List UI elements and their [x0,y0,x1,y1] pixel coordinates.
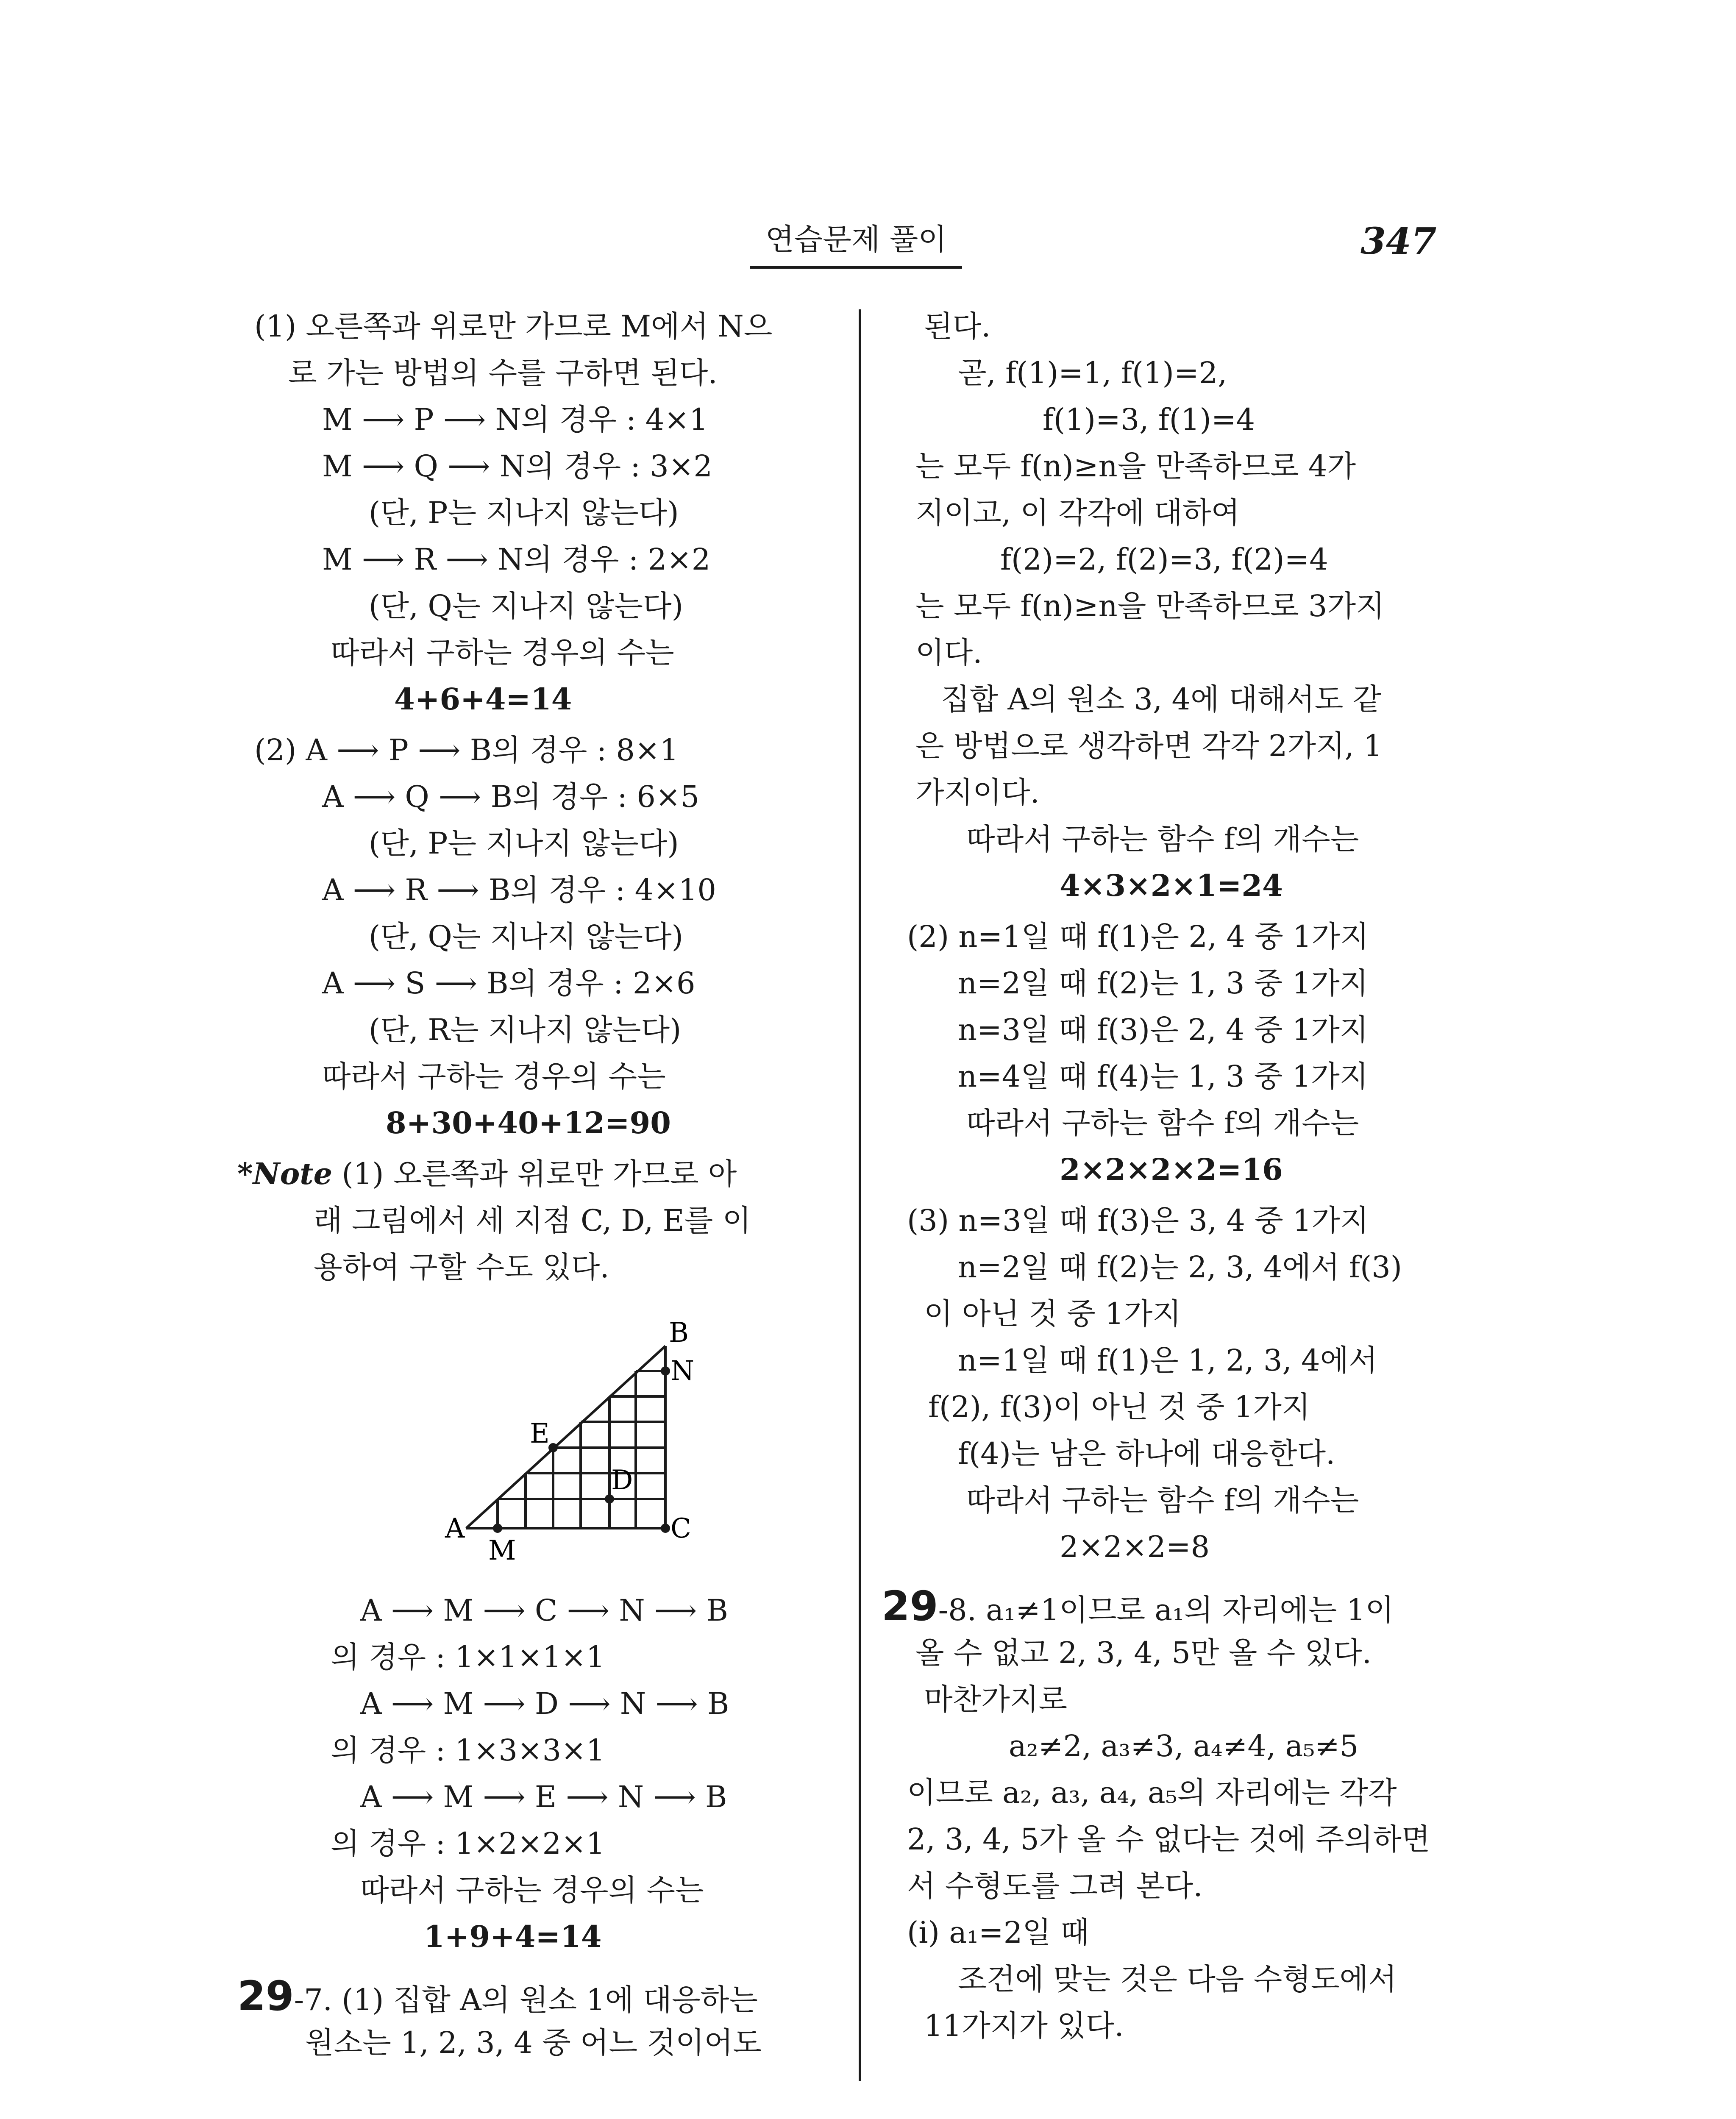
text-line: a₂≠2, a₃≠3, a₄≠4, a₅≠5 [1009,1729,1359,1763]
grid-path-figure [424,1305,729,1577]
text-line: 로 가는 방법의 수를 구하면 된다. [288,356,718,390]
text-line: 집합 A의 원소 3, 4에 대해서도 같 [941,682,1382,717]
text-line: (i) a₁=2일 때 [907,1915,1089,1950]
text-line: 의 경우 : 1×1×1×1 [331,1640,605,1674]
problem-suffix: -7. [294,1983,333,2017]
header-underline [750,266,962,269]
text-line: a₁≠1이므로 a₁의 자리에는 1이 [976,1593,1394,1627]
text-line: A ⟶ M ⟶ C ⟶ N ⟶ B [360,1593,728,1628]
text-line: M ⟶ P ⟶ N의 경우 : 4×1 [322,402,708,437]
text-line: 곧, f(1)=1, f(1)=2, [958,356,1227,390]
problem-29-8-heading [882,1582,1394,1631]
answer-line: 2×2×2=8 [1060,1529,1210,1564]
answer-line: 8+30+40+12=90 [386,1105,671,1140]
problem-29-7-heading [237,1972,758,2021]
text-line: 따라서 구하는 경우의 수는 [331,635,674,670]
text-line: (단, Q는 지나지 않는다) [369,589,683,623]
text-line: n=3일 때 f(3)은 2, 4 중 1가지 [958,1012,1369,1047]
text-line: n=2일 때 f(2)는 1, 3 중 1가지 [958,966,1369,1001]
text-line: 이다. [915,635,982,670]
text-line: 조건에 맞는 것은 다음 수형도에서 [958,1962,1397,1997]
text-line: 은 방법으로 생각하면 각각 2가지, 1 [915,729,1383,763]
text-line: 따라서 구하는 함수 f의 개수는 [966,822,1359,856]
text-line: A ⟶ Q ⟶ B의 경우 : 6×5 [322,779,700,814]
label-d: D [611,1465,633,1496]
column-divider [859,309,861,2081]
text-line: A ⟶ R ⟶ B의 경우 : 4×10 [322,873,716,907]
answer-line: 2×2×2×2=16 [1060,1152,1283,1187]
text-line: (2) n=1일 때 f(1)은 2, 4 중 1가지 [907,919,1369,954]
text-line: 가지이다. [915,775,1040,810]
text-line: 따라서 구하는 함수 f의 개수는 [966,1483,1359,1518]
text-line: A ⟶ M ⟶ E ⟶ N ⟶ B [360,1780,727,1814]
running-header: 연습문제 풀이 [765,222,947,257]
text-line: 된다. [924,309,991,344]
label-a: A [445,1513,465,1544]
text-line: f(2), f(3)이 아닌 것 중 1가지 [928,1390,1310,1424]
answer-line: 1+9+4=14 [424,1919,602,1954]
text-line: n=2일 때 f(2)는 2, 3, 4에서 f(3) [958,1250,1402,1285]
text-line: 따라서 구하는 함수 f의 개수는 [966,1106,1359,1140]
text-line: (단, Q는 지나지 않는다) [369,919,683,954]
text-line: 2, 3, 4, 5가 올 수 없다는 것에 주의하면 [907,1822,1430,1857]
problem-number: 29 [237,1972,294,2020]
text-line: 마찬가지로 [924,1682,1068,1717]
text-line: 의 경우 : 1×2×2×1 [331,1826,605,1861]
text-line: n=4일 때 f(4)는 1, 3 중 1가지 [958,1059,1369,1094]
text-line: 는 모두 f(n)≥n을 만족하므로 4가 [915,449,1356,484]
text-line: M ⟶ R ⟶ N의 경우 : 2×2 [322,542,711,577]
answer-line: 4×3×2×1=24 [1060,868,1283,903]
text-line: n=1일 때 f(1)은 1, 2, 3, 4에서 [958,1343,1377,1378]
label-m: M [488,1535,516,1566]
text-line: 따라서 구하는 경우의 수는 [360,1873,704,1908]
problem-number: 29 [882,1582,938,1630]
text-line: (1) 오른쪽과 위로만 가므로 M에서 N으 [254,309,773,344]
text-line: 래 그림에서 세 지점 C, D, E를 이 [314,1203,751,1238]
text-line: 서 수형도를 그려 본다. [907,1869,1203,1903]
text-line: f(2)=2, f(2)=3, f(2)=4 [1000,542,1328,577]
text-line: M ⟶ Q ⟶ N의 경우 : 3×2 [322,449,712,484]
text-line: 원소는 1, 2, 3, 4 중 어느 것이어도 [305,2025,762,2060]
note-line [237,1153,737,1195]
note-label: *Note [237,1156,333,1191]
problem-suffix: -8. [938,1593,977,1627]
text-line: 지이고, 이 각각에 대하여 [915,495,1240,530]
text-line: 는 모두 f(n)≥n을 만족하므로 3가지 [915,589,1385,623]
text-line: 이므로 a₂, a₃, a₄, a₅의 자리에는 각각 [907,1775,1397,1810]
text-line: (1) 집합 A의 원소 1에 대응하는 [332,1983,758,2017]
text-line: (2) A ⟶ P ⟶ B의 경우 : 8×1 [254,733,679,768]
label-c: C [670,1513,691,1544]
label-b: B [669,1317,689,1349]
text-line: 올 수 없고 2, 3, 4, 5만 올 수 있다. [915,1635,1372,1670]
text-line: f(4)는 남은 하나에 대응한다. [958,1436,1335,1471]
answer-line: 4+6+4=14 [394,681,572,717]
text-line: A ⟶ M ⟶ D ⟶ N ⟶ B [360,1686,729,1721]
text-line: (3) n=3일 때 f(3)은 3, 4 중 1가지 [907,1203,1369,1238]
text-line: 따라서 구하는 경우의 수는 [322,1059,666,1094]
page-number: 347 [1360,220,1437,263]
text-line: A ⟶ S ⟶ B의 경우 : 2×6 [322,966,696,1001]
text-line: (단, P는 지나지 않는다) [369,826,679,861]
text-line: 용하여 구할 수도 있다. [314,1250,609,1285]
text-line: 11가지가 있다. [924,2008,1124,2043]
text-line: (단, R는 지나지 않는다) [369,1012,682,1047]
text-line: 의 경우 : 1×3×3×1 [331,1733,605,1768]
text-line: f(1)=3, f(1)=4 [1043,402,1255,437]
label-e: E [530,1418,550,1449]
text-line: (단, P는 지나지 않는다) [369,495,679,530]
note-text: (1) 오른쪽과 위로만 가므로 아 [332,1157,737,1191]
label-n: N [670,1355,694,1387]
text-line: 이 아닌 것 중 1가지 [924,1296,1181,1331]
